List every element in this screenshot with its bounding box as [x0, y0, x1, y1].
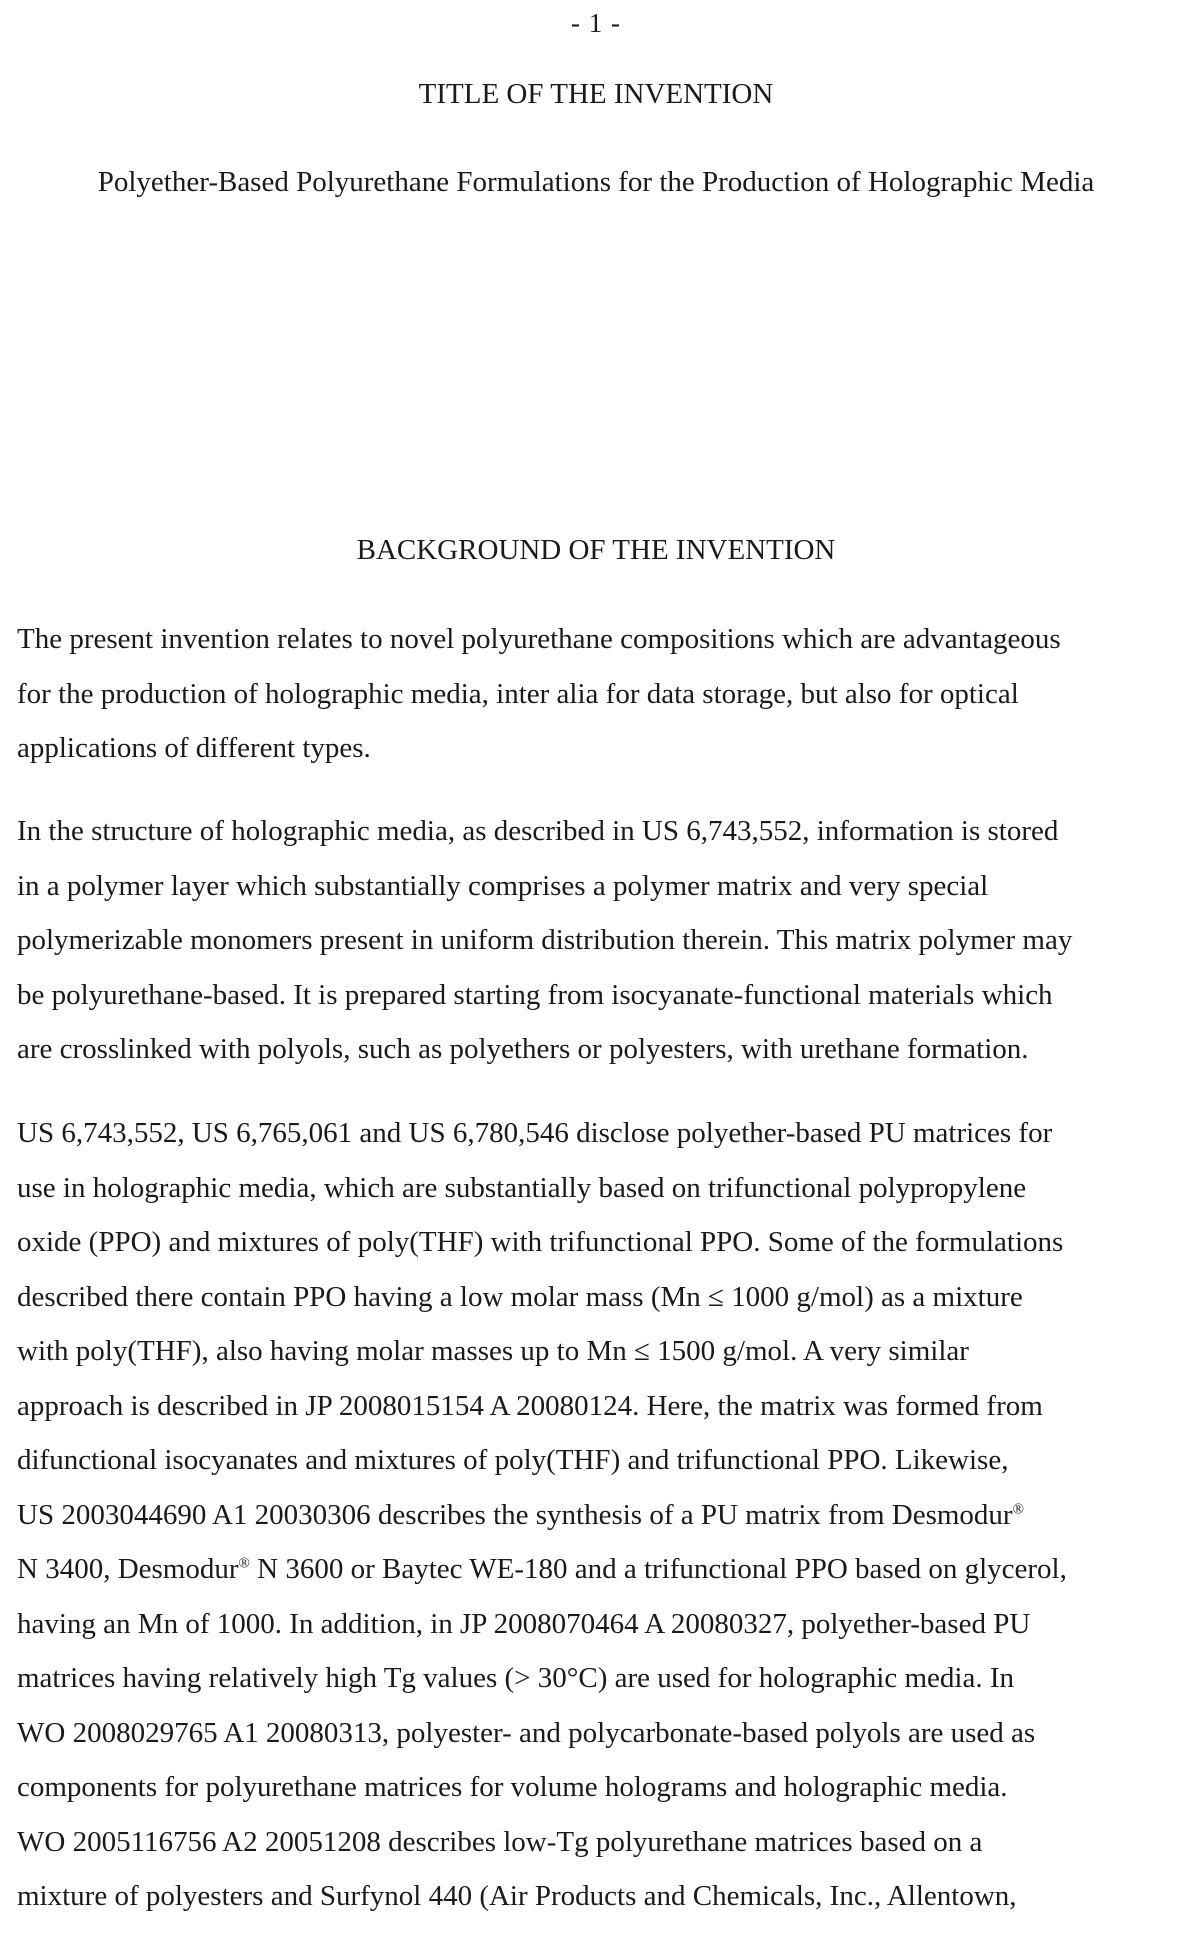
paragraph-3	[17, 1106, 1179, 1924]
background-heading: BACKGROUND OF THE INVENTION	[0, 534, 1192, 567]
paragraph-line-desmodur	[17, 1488, 1179, 1543]
paragraph-line: US 6,743,552, US 6,765,061 and US 6,780,546 disclose polyether-based PU matrices for	[17, 1106, 1179, 1161]
paragraph-line: WO 2008029765 A1 20080313, polyester- and polycarbonate-based polyols are used as	[17, 1706, 1179, 1761]
page-number: - 1 -	[0, 8, 1192, 39]
desmodur-line-text: N 3600 or Baytec WE-180 and a trifunctional PPO based on glycerol,	[250, 1553, 1067, 1585]
paragraph-line: in a polymer layer which substantially comprises a polymer matrix and very special	[17, 859, 1179, 914]
title-heading: TITLE OF THE INVENTION	[0, 78, 1192, 111]
paragraph-line: are crosslinked with polyols, such as polyethers or polyesters, with urethane formation.	[17, 1022, 1179, 1077]
desmodur-line-text: US 2003044690 A1 20030306 describes the synthesis of a PU matrix from Desmodur	[17, 1499, 1013, 1531]
paragraph-1	[17, 612, 1179, 776]
paragraph-line: The present invention relates to novel polyurethane compositions which are advantageous	[17, 612, 1179, 667]
registered-mark: ®	[239, 1555, 250, 1571]
paragraph-line: described there contain PPO having a low molar mass (Mn ≤ 1000 g/mol) as a mixture	[17, 1270, 1179, 1325]
document-page	[0, 0, 1192, 1953]
paragraph-2	[17, 804, 1179, 1077]
paragraph-line: difunctional isocyanates and mixtures of poly(THF) and trifunctional PPO. Likewise,	[17, 1433, 1179, 1488]
paragraph-line: matrices having relatively high Tg values (> 30°C) are used for holographic media. In	[17, 1651, 1179, 1706]
paragraph-line: with poly(THF), also having molar masses up to Mn ≤ 1500 g/mol. A very similar	[17, 1324, 1179, 1379]
paragraph-line: WO 2005116756 A2 20051208 describes low-Tg polyurethane matrices based on a	[17, 1815, 1179, 1870]
paragraph-line: for the production of holographic media, inter alia for data storage, but also for optical	[17, 667, 1179, 722]
paragraph-line: having an Mn of 1000. In addition, in JP 2008070464 A 20080327, polyether-based PU	[17, 1597, 1179, 1652]
paragraph-line: In the structure of holographic media, as described in US 6,743,552, information is stored	[17, 804, 1179, 859]
paragraph-line: mixture of polyesters and Surfynol 440 (Air Products and Chemicals, Inc., Allentown,	[17, 1869, 1179, 1924]
paragraph-line: approach is described in JP 2008015154 A 20080124. Here, the matrix was formed from	[17, 1379, 1179, 1434]
paragraph-line-desmodur	[17, 1542, 1179, 1597]
paragraph-line: polymerizable monomers present in uniform distribution therein. This matrix polymer may	[17, 913, 1179, 968]
paragraph-line: applications of different types.	[17, 721, 1179, 776]
invention-title: Polyether-Based Polyurethane Formulations for the Production of Holographic Media	[0, 166, 1192, 199]
paragraph-line: components for polyurethane matrices for volume holograms and holographic media.	[17, 1760, 1179, 1815]
paragraph-line: be polyurethane-based. It is prepared starting from isocyanate-functional materials which	[17, 968, 1179, 1023]
paragraph-line: use in holographic media, which are substantially based on trifunctional polypropylene	[17, 1161, 1179, 1216]
paragraph-line: oxide (PPO) and mixtures of poly(THF) with trifunctional PPO. Some of the formulations	[17, 1215, 1179, 1270]
desmodur-line-text: N 3400, Desmodur	[17, 1553, 239, 1585]
registered-mark: ®	[1013, 1501, 1024, 1517]
